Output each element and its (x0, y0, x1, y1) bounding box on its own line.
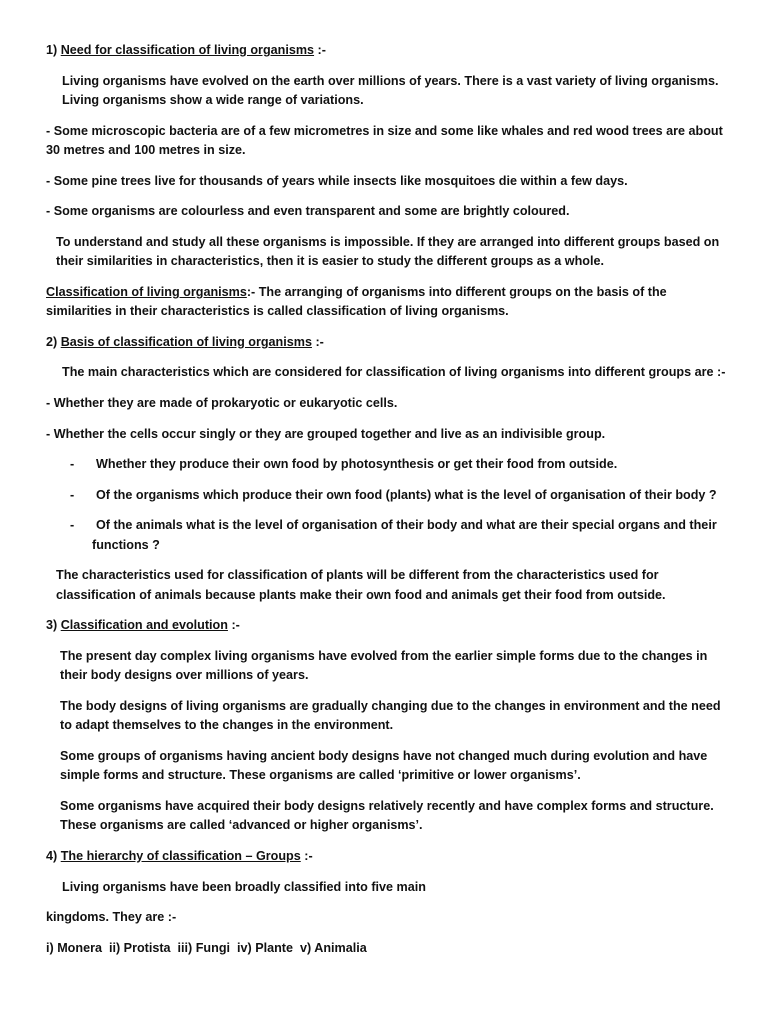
section-suffix: :- (317, 43, 326, 57)
paragraph: - Some microscopic bacteria are of a few micrometres in size and some like whales and red wood trees are about 30 metres and 100 metres in size. (46, 123, 723, 157)
paragraph: kingdoms. They are :- (46, 910, 177, 925)
paragraph: Some groups of organisms having ancient body designs have not changed much during evolution and have simple forms and structure. These organisms are called ‘primitive or lower organisms’. (60, 748, 708, 783)
list-item-text-continued: functions ? (92, 537, 160, 552)
list-item-text: Of the animals what is the level of organisation of their body and what are their special organs and their (96, 518, 717, 533)
section-number: 3) (46, 618, 58, 633)
paragraph: Living organisms have been broadly classified into five main (62, 879, 426, 894)
kingdoms-list: i) Monera ii) Protista iii) Fungi iv) Plante v) Animalia (46, 940, 367, 955)
paragraph: - Whether the cells occur singly or they are grouped together and live as an indivisible group. (46, 426, 606, 441)
section-suffix: :- (231, 618, 240, 633)
section-4-heading (46, 847, 726, 866)
list-bullet: - (70, 487, 75, 502)
section-number: 4) (46, 848, 58, 863)
paragraph: The present day complex living organisms have evolved from the earlier simple forms due to the changes in their body designs over millions of years. (60, 648, 708, 683)
paragraph: The main characteristics which are considered for classification of living organisms into different groups are :- (62, 365, 726, 380)
section-number: 2) (46, 334, 58, 349)
list-item (46, 516, 726, 555)
list-item (46, 486, 726, 505)
definition-text: :- The arranging of organisms into different groups on the basis of the similarities in their characteristics is called classification of living organisms. (46, 284, 667, 319)
section-title: Classification and evolution (60, 618, 228, 633)
list-bullet: - (70, 457, 75, 472)
section-title: Need for classification of living organisms (60, 43, 315, 57)
section-number: 1) (46, 43, 58, 57)
definition-paragraph (46, 283, 726, 322)
paragraph: The body designs of living organisms are gradually changing due to the changes in environment and the need to adapt themselves to the changes in the environment. (60, 698, 721, 733)
document-page (46, 41, 726, 969)
section-1-heading (46, 41, 726, 60)
paragraph: To understand and study all these organisms is impossible. If they are arranged into different groups based on their similarities in characteristics, then it is easier to study the different groups as a whole. (56, 234, 720, 269)
section-suffix: :- (304, 848, 313, 863)
paragraph: - Some pine trees live for thousands of years while insects like mosquitoes die within a few days. (46, 173, 628, 188)
list-item (46, 455, 726, 474)
section-3-heading (46, 616, 726, 635)
paragraph: - Whether they are made of prokaryotic or eukaryotic cells. (46, 395, 398, 410)
list-bullet: - (70, 518, 75, 533)
section-2-heading (46, 333, 726, 352)
paragraph: Some organisms have acquired their body designs relatively recently and have complex forms and structure. These organisms are called ‘advanced or higher organisms’. (60, 798, 714, 833)
paragraph: - Some organisms are colourless and even transparent and some are brightly coloured. (46, 204, 570, 219)
paragraph: Living organisms have evolved on the earth over millions of years. There is a vast variety of living organisms. Living organisms show a wide range of variations. (62, 73, 719, 107)
section-title: The hierarchy of classification – Groups (60, 848, 301, 863)
list-item-text: Whether they produce their own food by photosynthesis or get their food from outside. (96, 457, 618, 472)
list-item-text: Of the organisms which produce their own food (plants) what is the level of organisation of their body ? (96, 487, 717, 502)
section-title: Basis of classification of living organisms (60, 334, 312, 349)
paragraph: The characteristics used for classification of plants will be different from the characteristics used for classification of animals because plants make their own food and animals get their food from outside. (56, 568, 666, 602)
section-suffix: :- (315, 334, 324, 349)
definition-term: Classification of living organisms (46, 284, 247, 299)
